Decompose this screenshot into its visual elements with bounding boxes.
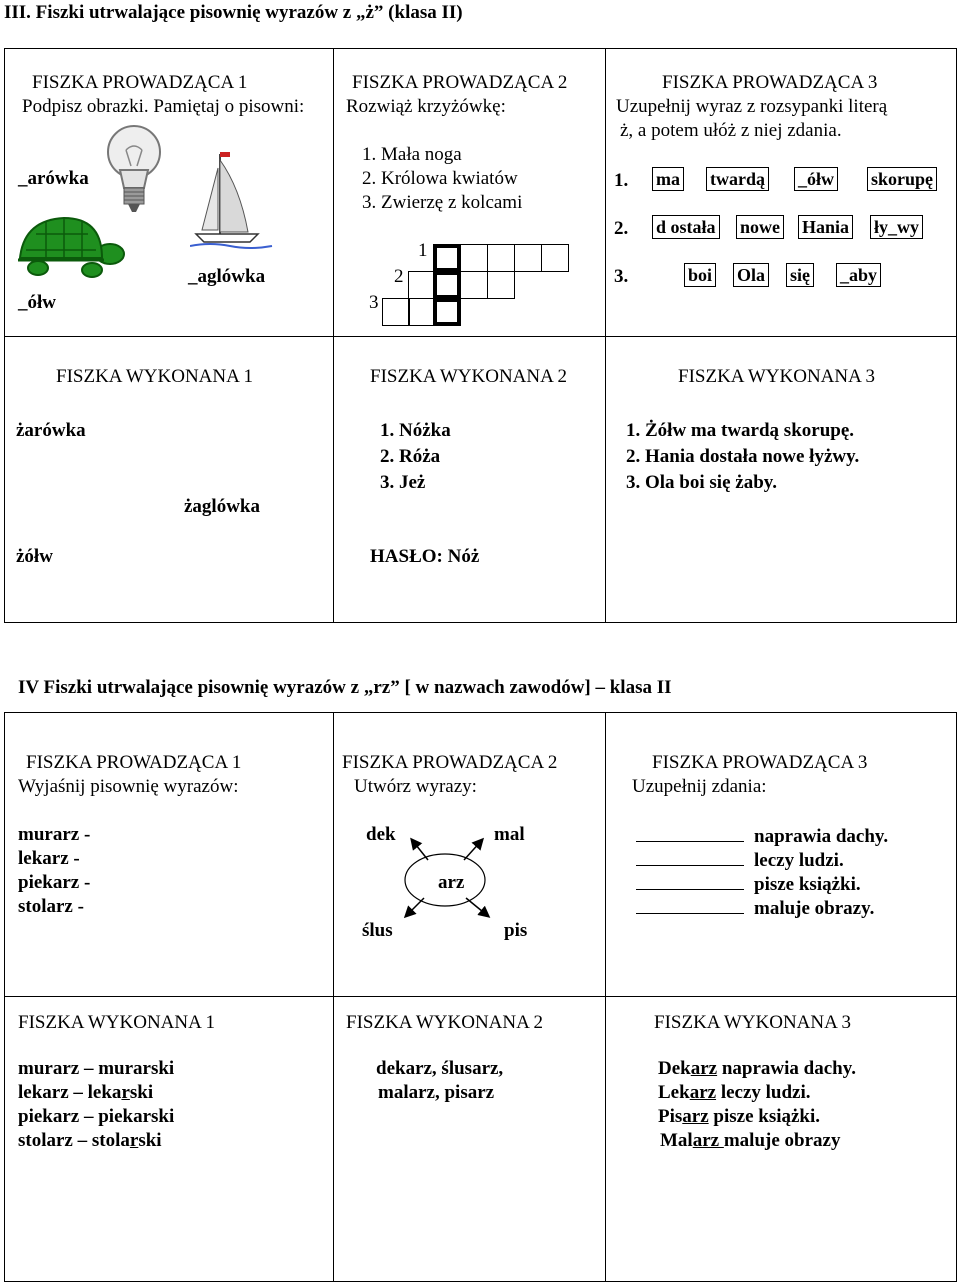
answer-sentence: 3. Ola boi się żaby.	[626, 472, 777, 493]
crossword-number: 3	[369, 292, 379, 313]
answer-word: żarówka	[16, 420, 86, 441]
card-instruction: Rozwiąż krzyżówkę:	[346, 96, 506, 117]
word-tile[interactable]: _ółw	[794, 167, 838, 191]
section-3-title: III. Fiszki utrwalające pisownię wyrazów z „ż” (klasa II)	[4, 2, 463, 23]
answer-row: stolarz – stolarski	[18, 1130, 162, 1151]
clue: 2. Królowa kwiatów	[362, 168, 518, 189]
card-instruction: ż, a potem ułóż z niej zdania.	[620, 120, 842, 141]
answer-sentence: Malarz maluje obrazy	[660, 1130, 841, 1151]
card-heading: FISZKA PROWADZĄCA 3	[662, 72, 878, 93]
word-item: piekarz -	[18, 872, 91, 893]
card-heading: FISZKA PROWADZĄCA 2	[352, 72, 568, 93]
row-number: 2.	[614, 218, 629, 239]
crossword-cell[interactable]	[487, 244, 515, 272]
answer-row: lekarz – lekarski	[18, 1082, 154, 1103]
clue: 1. Mała noga	[362, 144, 462, 165]
word-tile[interactable]: ma	[652, 167, 684, 191]
word-blank: _ółw	[18, 292, 56, 313]
card-instruction: Utwórz wyrazy:	[354, 776, 477, 797]
turtle-icon	[16, 214, 128, 278]
word-item: murarz -	[18, 824, 91, 845]
answer-word: 1. Nóżka	[380, 420, 451, 441]
web-center: arz	[438, 872, 465, 893]
word-tile[interactable]: twardą	[706, 167, 769, 191]
word-tile[interactable]: się	[786, 263, 814, 287]
word-blank: _aglówka	[188, 266, 266, 287]
fill-sentence: maluje obrazy.	[636, 898, 874, 920]
blank-line[interactable]	[636, 875, 744, 890]
card-heading: FISZKA WYKONANA 2	[346, 1012, 544, 1033]
word-tile[interactable]: boi	[684, 263, 716, 287]
word-tile[interactable]: _aby	[836, 263, 881, 287]
card-heading: FISZKA WYKONANA 3	[678, 366, 876, 387]
card-heading: FISZKA WYKONANA 1	[18, 1012, 216, 1033]
answer-row: murarz – murarski	[18, 1058, 175, 1079]
crossword-number: 2	[394, 266, 404, 287]
section-4-title: IV Fiszki utrwalające pisownię wyrazów z „rz” [ w nazwach zawodów] – klasa II	[18, 677, 672, 698]
light-bulb-icon	[104, 122, 164, 214]
answer-sentence: 2. Hania dostała nowe łyżwy.	[626, 446, 860, 467]
answer-sentence: Dekarz naprawia dachy.	[658, 1058, 856, 1079]
crossword-cell[interactable]	[433, 298, 461, 326]
card-heading: FISZKA PROWADZĄCA 2	[342, 752, 558, 773]
blank-line[interactable]	[636, 899, 744, 914]
crossword-cell[interactable]	[541, 244, 569, 272]
card-heading: FISZKA WYKONANA 1	[56, 366, 254, 387]
web-part: ślus	[362, 920, 393, 941]
card-instruction: Podpisz obrazki. Pamiętaj o pisowni:	[22, 96, 305, 117]
password: HASŁO: Nóż	[370, 546, 480, 567]
answer-sentence: Lekarz leczy ludzi.	[658, 1082, 811, 1103]
word-item: stolarz -	[18, 896, 84, 917]
word-tile[interactable]: ły_wy	[870, 215, 923, 239]
card-heading: FISZKA WYKONANA 3	[654, 1012, 852, 1033]
card-instruction: Uzupełnij zdania:	[632, 776, 767, 797]
card-heading: FISZKA WYKONANA 2	[370, 366, 568, 387]
word-blank: _arówka	[18, 168, 89, 189]
card-heading: FISZKA PROWADZĄCA 3	[652, 752, 868, 773]
word-tile[interactable]: d ostała	[652, 215, 720, 239]
row-number: 1.	[614, 170, 629, 191]
card-instruction: Wyjaśnij pisownię wyrazów:	[18, 776, 239, 797]
answer-sentence: Pisarz pisze książki.	[658, 1106, 821, 1127]
crossword-cell[interactable]	[460, 271, 488, 299]
crossword-cell[interactable]	[460, 244, 488, 272]
web-part: mal	[494, 824, 525, 845]
word-tile[interactable]: Ola	[733, 263, 769, 287]
word-tile[interactable]: skorupę	[867, 167, 937, 191]
fill-sentence: pisze książki.	[636, 874, 861, 896]
crossword-cell[interactable]	[382, 298, 410, 326]
answer-line: malarz, pisarz	[378, 1082, 495, 1103]
blank-line[interactable]	[636, 851, 744, 866]
word-tile[interactable]: Hania	[798, 215, 853, 239]
answer-word: 2. Róża	[380, 446, 441, 467]
answer-word: żaglówka	[184, 496, 260, 517]
word-tile[interactable]: nowe	[736, 215, 784, 239]
crossword-cell[interactable]	[408, 271, 436, 299]
web-part: dek	[366, 824, 396, 845]
answer-row: piekarz – piekarski	[18, 1106, 175, 1127]
crossword-cell[interactable]	[433, 271, 461, 299]
card-heading: FISZKA PROWADZĄCA 1	[26, 752, 242, 773]
web-part: pis	[504, 920, 528, 941]
row-number: 3.	[614, 266, 629, 287]
fill-sentence: naprawia dachy.	[636, 826, 888, 848]
crossword-cell[interactable]	[408, 298, 436, 326]
crossword-cell[interactable]	[487, 271, 515, 299]
crossword-number: 1	[418, 240, 428, 261]
fill-sentence: leczy ludzi.	[636, 850, 844, 872]
sailboat-icon	[190, 148, 280, 250]
answer-word: 3. Jeż	[380, 472, 426, 493]
clue: 3. Zwierzę z kolcami	[362, 192, 523, 213]
answer-sentence: 1. Żółw ma twardą skorupę.	[626, 420, 855, 441]
card-instruction: Uzupełnij wyraz z rozsypanki literą	[616, 96, 888, 117]
answer-word: żółw	[16, 546, 53, 567]
card-heading: FISZKA PROWADZĄCA 1	[32, 72, 248, 93]
crossword-cell[interactable]	[433, 244, 461, 272]
word-item: lekarz -	[18, 848, 80, 869]
crossword-cell[interactable]	[514, 244, 542, 272]
answer-line: dekarz, ślusarz,	[376, 1058, 504, 1079]
blank-line[interactable]	[636, 827, 744, 842]
